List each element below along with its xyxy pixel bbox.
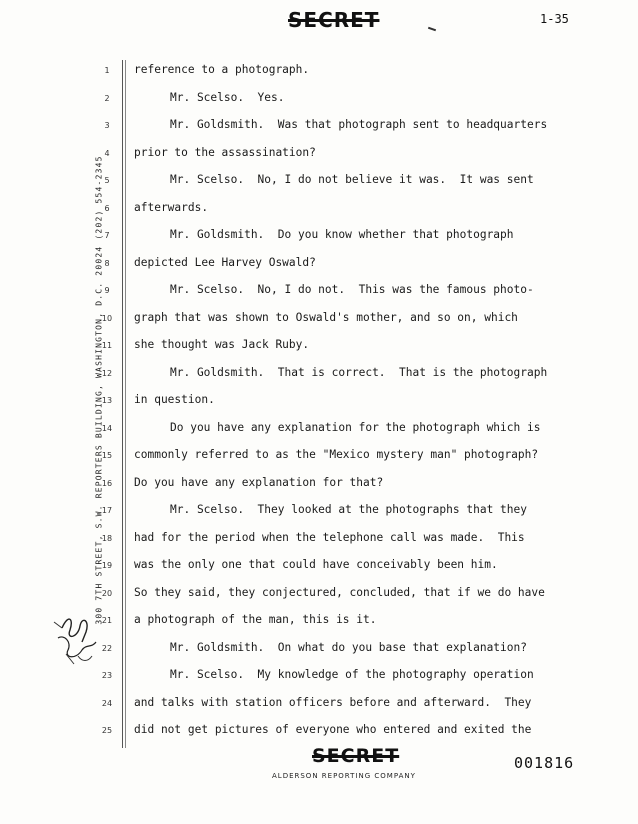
line-number: 13 [101, 396, 113, 405]
pen-mark [428, 27, 436, 32]
transcript-line: Do you have any explanation for the photograph which is [170, 420, 541, 434]
document-number: 001816 [514, 754, 575, 772]
line-number: 3 [104, 121, 110, 130]
transcript-line: Mr. Scelso. Yes. [170, 90, 285, 104]
transcript-line: Mr. Goldsmith. That is correct. That is the photograph [170, 365, 548, 379]
transcript-line: Mr. Goldsmith. Was that photograph sent to headquarters [170, 118, 548, 131]
line-number: 4 [104, 148, 110, 158]
reporter-address-text: 300 7TH STREET, S.W. REPORTERS BUILDING, WASHINGTON, D.C. 20024 (202) 554-2345 [94, 155, 104, 625]
transcript-line: prior to the assassination? [134, 145, 316, 159]
line-number: 8 [104, 258, 110, 268]
line-number: 23 [101, 671, 113, 680]
transcript-line: afterwards. [134, 200, 209, 214]
transcript-line: was the only one that could have conceivably been him. [134, 558, 498, 571]
transcript-line: in question. [134, 393, 215, 406]
line-number: 18 [101, 533, 113, 543]
line-number: 2 [104, 93, 110, 103]
line-number: 16 [101, 478, 113, 488]
line-number: 5 [104, 176, 110, 185]
transcript-line: a photograph of the man, this is it. [134, 613, 377, 626]
reporter-company: ALDERSON REPORTING COMPANY [272, 772, 416, 780]
line-number: 25 [101, 726, 113, 735]
line-number: 20 [101, 588, 113, 598]
transcript-line: did not get pictures of everyone who entered and exited the [134, 723, 532, 736]
line-number: 1 [104, 66, 110, 75]
transcript-line: Do you have any explanation for that? [134, 475, 384, 489]
page-number: 1-35 [540, 12, 569, 26]
line-number: 15 [101, 451, 113, 460]
classification-stamp-bottom: SECRET [312, 745, 400, 767]
transcript-line: graph that was shown to Oswald's mother, and so on, which [134, 310, 518, 324]
transcript-line: Mr. Goldsmith. Do you know whether that photograph [170, 228, 514, 241]
transcript-line: So they said, they conjectured, concluded, that if we do have [134, 585, 545, 599]
line-number: 6 [104, 203, 110, 213]
transcript-line: reference to a photograph. [134, 63, 310, 76]
transcript-line: and talks with station officers before and afterward. They [134, 695, 532, 709]
transcript-line: Mr. Goldsmith. On what do you base that explanation? [170, 640, 527, 654]
transcript-line: had for the period when the telephone call was made. This [134, 530, 525, 544]
margin-rule [122, 60, 123, 748]
line-number: 22 [101, 643, 113, 653]
transcript-line: Mr. Scelso. They looked at the photographs that they [170, 503, 527, 516]
transcript-line: Mr. Scelso. My knowledge of the photography operation [170, 668, 534, 681]
line-number: 21 [101, 616, 113, 625]
line-number: 10 [101, 313, 113, 323]
handwritten-initials-mark [52, 608, 102, 666]
margin-rule-inner [125, 60, 126, 748]
line-number: 19 [101, 561, 113, 570]
line-number: 12 [101, 368, 113, 378]
transcript-line: she thought was Jack Ruby. [134, 338, 310, 351]
transcript-line: Mr. Scelso. No, I do not believe it was. It was sent [170, 173, 534, 186]
line-number: 9 [104, 286, 110, 295]
transcript-line: depicted Lee Harvey Oswald? [134, 255, 316, 269]
line-number: 24 [101, 698, 113, 708]
line-number: 11 [101, 341, 113, 350]
line-number: 17 [101, 506, 113, 515]
classification-stamp-top: SECRET [288, 8, 380, 32]
transcript-line: Mr. Scelso. No, I do not. This was the famous photo- [170, 283, 534, 296]
transcript-line: commonly referred to as the "Mexico mystery man" photograph? [134, 448, 539, 461]
line-number: 7 [104, 231, 110, 240]
line-number: 14 [101, 423, 113, 433]
